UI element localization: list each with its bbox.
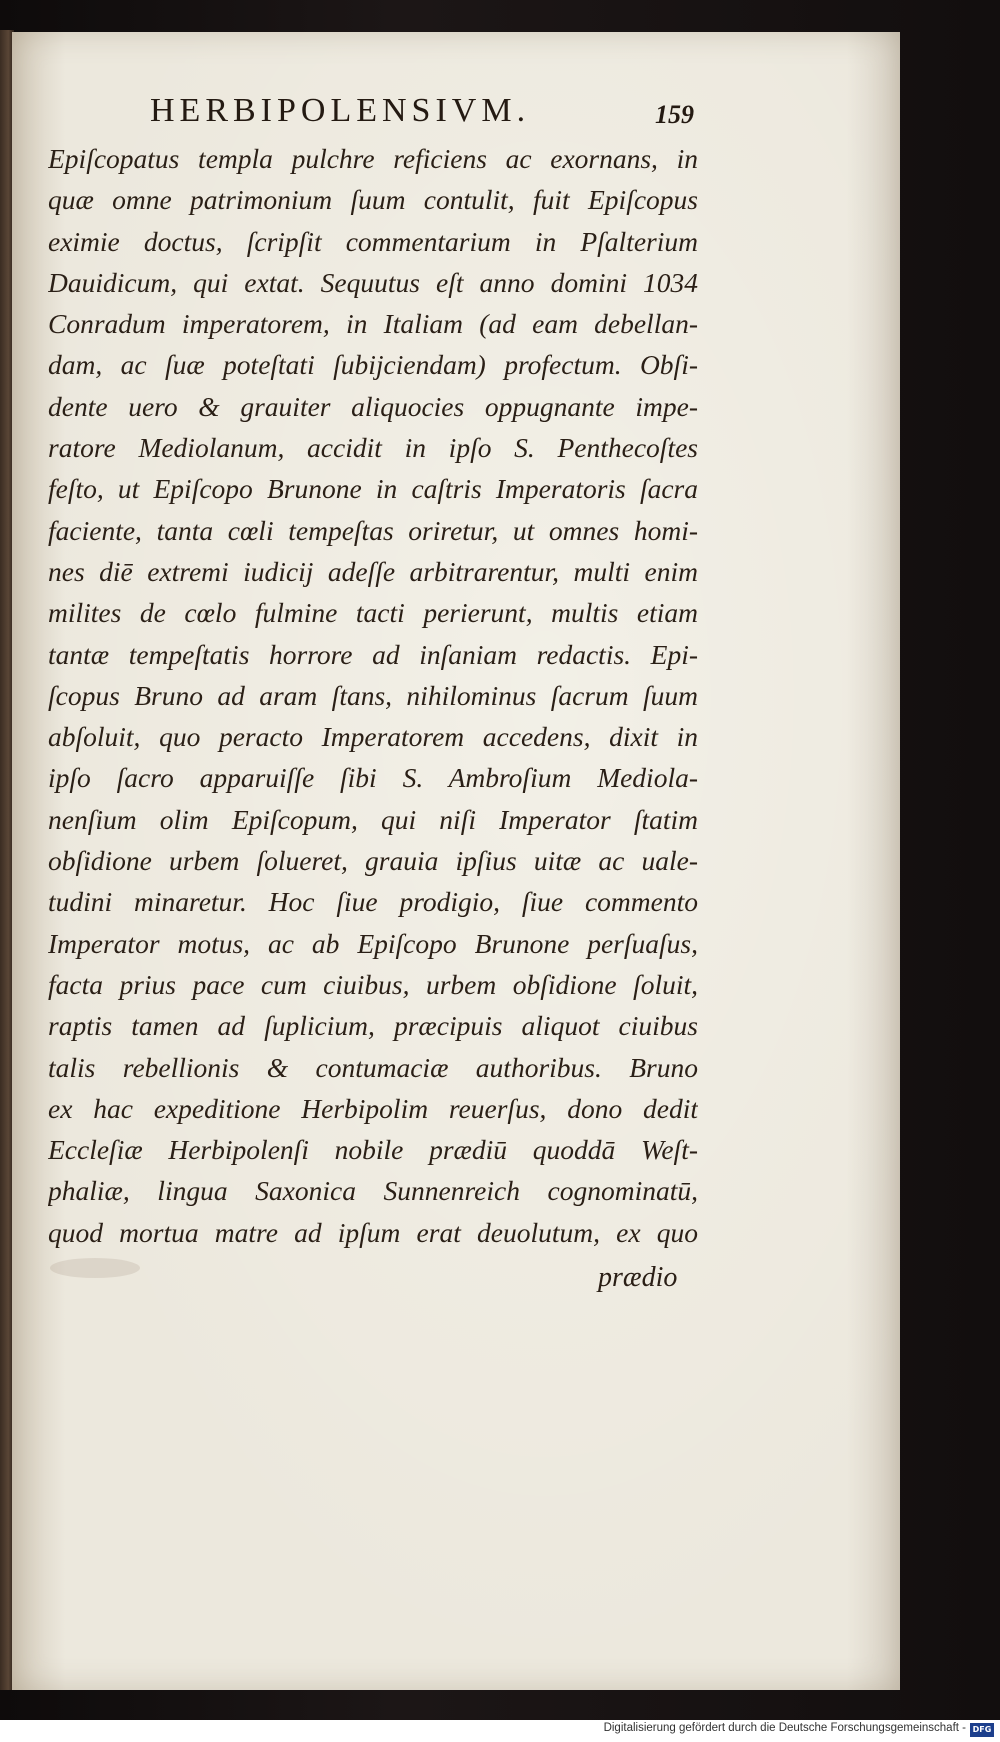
text-line: ipſo ſacro apparuiſſe ſibi S. Ambroſium Mediola- bbox=[48, 762, 698, 794]
text-line: faciente, tanta cœli tempeſtas oriretur, ut omnes homi- bbox=[48, 514, 698, 546]
text-line: talis rebellionis & contumaciæ authoribus. Bruno bbox=[48, 1051, 698, 1083]
text-line: ratore Mediolanum, accidit in ipſo S. Penthecoſtes bbox=[48, 432, 698, 464]
text-line: ex hac expeditione Herbipolim reuerſus, dono dedit bbox=[48, 1092, 698, 1124]
text-line: raptis tamen ad ſuplicium, præcipuis aliquot ciuibus bbox=[48, 1010, 698, 1042]
running-head: HERBIPOLENSIVM. bbox=[150, 92, 531, 129]
ink-smudge bbox=[50, 1258, 140, 1278]
text-line: Eccleſiæ Herbipolenſi nobile prædiū quoddā Weſt- bbox=[48, 1134, 698, 1166]
text-line: dente uero & grauiter aliquocies oppugnante impe- bbox=[48, 390, 698, 422]
body-text bbox=[48, 138, 698, 1253]
text-line: obſidione urbem ſolueret, grauia ipſius uitæ ac uale- bbox=[48, 845, 698, 877]
text-line: quod mortua matre ad ipſum erat deuolutum, ex quo bbox=[48, 1216, 698, 1248]
footer-bar bbox=[0, 1720, 1000, 1742]
text-line: dam, ac ſuæ poteſtati ſubijciendam) profectum. Obſi- bbox=[48, 349, 698, 381]
text-line: quæ omne patrimonium ſuum contulit, fuit Epiſcopus bbox=[48, 184, 698, 216]
dfg-logo-icon: DFG bbox=[970, 1723, 994, 1737]
text-line: eximie doctus, ſcripſit commentarium in Pſalterium bbox=[48, 225, 698, 257]
text-line: feſto, ut Epiſcopo Brunone in caſtris Imperatoris ſacra bbox=[48, 473, 698, 505]
text-line: milites de cœlo fulmine tacti perierunt, multis etiam bbox=[48, 597, 698, 629]
funding-credit: Digitalisierung gefördert durch die Deutsche Forschungsgemeinschaft - bbox=[603, 1722, 966, 1734]
text-line: phaliæ, lingua Saxonica Sunnenreich cognominatū, bbox=[48, 1175, 698, 1207]
text-line: Conradum imperatorem, in Italiam (ad eam debellan- bbox=[48, 308, 698, 340]
text-line: nes diē extremi iudicij adeſſe arbitrarentur, multi enim bbox=[48, 555, 698, 587]
text-line: facta prius pace cum ciuibus, urbem obſidione ſoluit, bbox=[48, 968, 698, 1000]
text-line: nenſium olim Epiſcopum, qui niſi Imperator ſtatim bbox=[48, 803, 698, 835]
text-line: abſoluit, quo peracto Imperatorem accedens, dixit in bbox=[48, 721, 698, 753]
text-line: Dauidicum, qui extat. Sequutus eſt anno domini 1034 bbox=[48, 266, 698, 298]
catchword: prædio bbox=[598, 1262, 678, 1293]
text-line: tudini minaretur. Hoc ſiue prodigio, ſiue commento bbox=[48, 886, 698, 918]
text-line: Imperator motus, ac ab Epiſcopo Brunone perſuaſus, bbox=[48, 927, 698, 959]
text-line: Epiſcopatus templa pulchre reficiens ac exornans, in bbox=[48, 143, 698, 174]
page-number: 159 bbox=[655, 100, 694, 129]
text-line: ſcopus Bruno ad aram ſtans, nihilominus ſacrum ſuum bbox=[48, 679, 698, 711]
text-line: tantæ tempeſtatis horrore ad inſaniam redactis. Epi- bbox=[48, 638, 698, 670]
